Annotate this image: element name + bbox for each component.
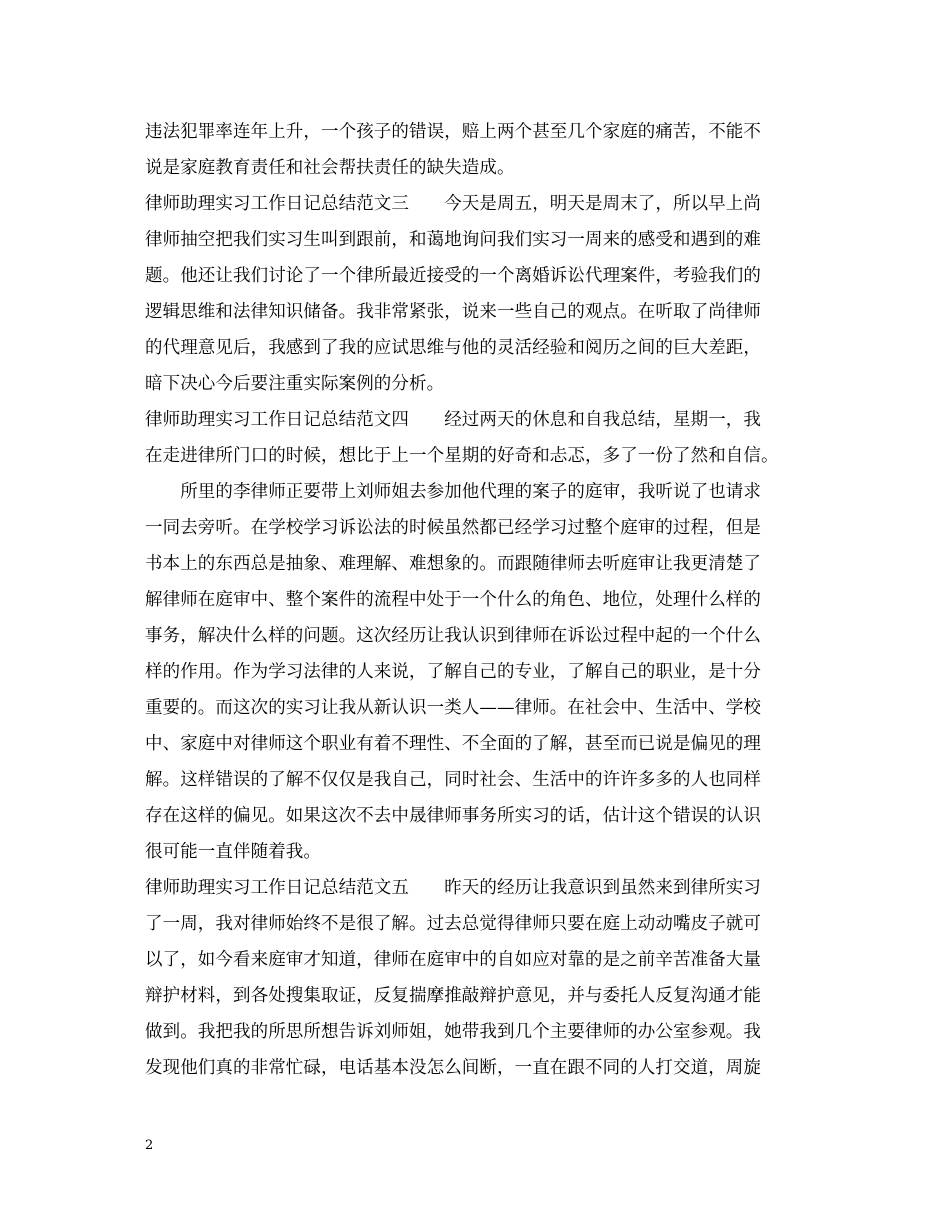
text-line: 发现他们真的非常忙碌，电话基本没怎么间断，一直在跟不同的人打交道，周旋	[145, 1058, 761, 1078]
text-line: 说是家庭教育责任和社会帮扶责任的缺失造成。	[145, 158, 515, 178]
text-line: 解律师在庭审中、整个案件的流程中处于一个什么的角色、地位，处理什么样的	[145, 590, 761, 610]
text-line: 重要的。而这次的实习让我从新认识一类人——律师。在社会中、生活中、学校	[145, 698, 761, 718]
text-line: 做到。我把我的所思所想告诉刘师姐，她带我到几个主要律师的办公室参观。我	[145, 1022, 761, 1042]
text-line: 很可能一直伴随着我。	[145, 842, 321, 862]
text-line: 在走进律所门口的时候，想比于上一个星期的好奇和忐忑，多了一份了然和自信。	[145, 446, 779, 466]
body-text	[145, 114, 815, 1086]
text-line: 存在这样的偏见。如果这次不去中晟律师事务所实习的话，估计这个错误的认识	[145, 806, 761, 826]
text-line: 的代理意见后，我感到了我的应试思维与他的灵活经验和阅历之间的巨大差距，	[145, 338, 761, 358]
text-line: 辩护材料，到各处搜集取证，反复揣摩推敲辩护意见，并与委托人反复沟通才能	[145, 986, 761, 1006]
section-heading-line: 律师助理实习工作日记总结范文三 今天是周五，明天是周末了，所以早上尚	[145, 194, 761, 214]
section-heading-line: 律师助理实习工作日记总结范文四 经过两天的休息和自我总结，星期一，我	[145, 410, 761, 430]
text-line: 律师抽空把我们实习生叫到跟前，和蔼地询问我们实习一周来的感受和遇到的难	[145, 230, 761, 250]
text-line: 书本上的东西总是抽象、难理解、难想象的。而跟随律师去听庭审让我更清楚了	[145, 554, 761, 574]
section-heading-line: 律师助理实习工作日记总结范文五 昨天的经历让我意识到虽然来到律所实习	[145, 878, 761, 898]
text-line: 中、家庭中对律师这个职业有着不理性、不全面的了解，甚至而已说是偏见的理	[145, 734, 761, 754]
text-line: 一同去旁听。在学校学习诉讼法的时候虽然都已经学习过整个庭审的过程，但是	[145, 518, 761, 538]
text-line: 题。他还让我们讨论了一个律所最近接受的一个离婚诉讼代理案件，考验我们的	[145, 266, 761, 286]
paragraph-start-line: 所里的李律师正要带上刘师姐去参加他代理的案子的庭审，我听说了也请求	[145, 482, 761, 502]
text-line: 以了，如今看来庭审才知道，律师在庭审中的自如应对靠的是之前辛苦准备大量	[145, 950, 761, 970]
text-line: 违法犯罪率连年上升，一个孩子的错误，赔上两个甚至几个家庭的痛苦，不能不	[145, 122, 761, 142]
text-line: 了一周，我对律师始终不是很了解。过去总觉得律师只要在庭上动动嘴皮子就可	[145, 914, 761, 934]
page-number: 2	[145, 1138, 154, 1153]
text-line: 样的作用。作为学习法律的人来说，了解自己的专业，了解自己的职业，是十分	[145, 662, 761, 682]
text-line: 解。这样错误的了解不仅仅是我自己，同时社会、生活中的许许多多的人也同样	[145, 770, 761, 790]
text-line: 事务，解决什么样的问题。这次经历让我认识到律师在诉讼过程中起的一个什么	[145, 626, 761, 646]
text-line: 逻辑思维和法律知识储备。我非常紧张，说来一些自己的观点。在听取了尚律师	[145, 302, 761, 322]
text-line: 暗下决心今后要注重实际案例的分析。	[145, 374, 445, 394]
